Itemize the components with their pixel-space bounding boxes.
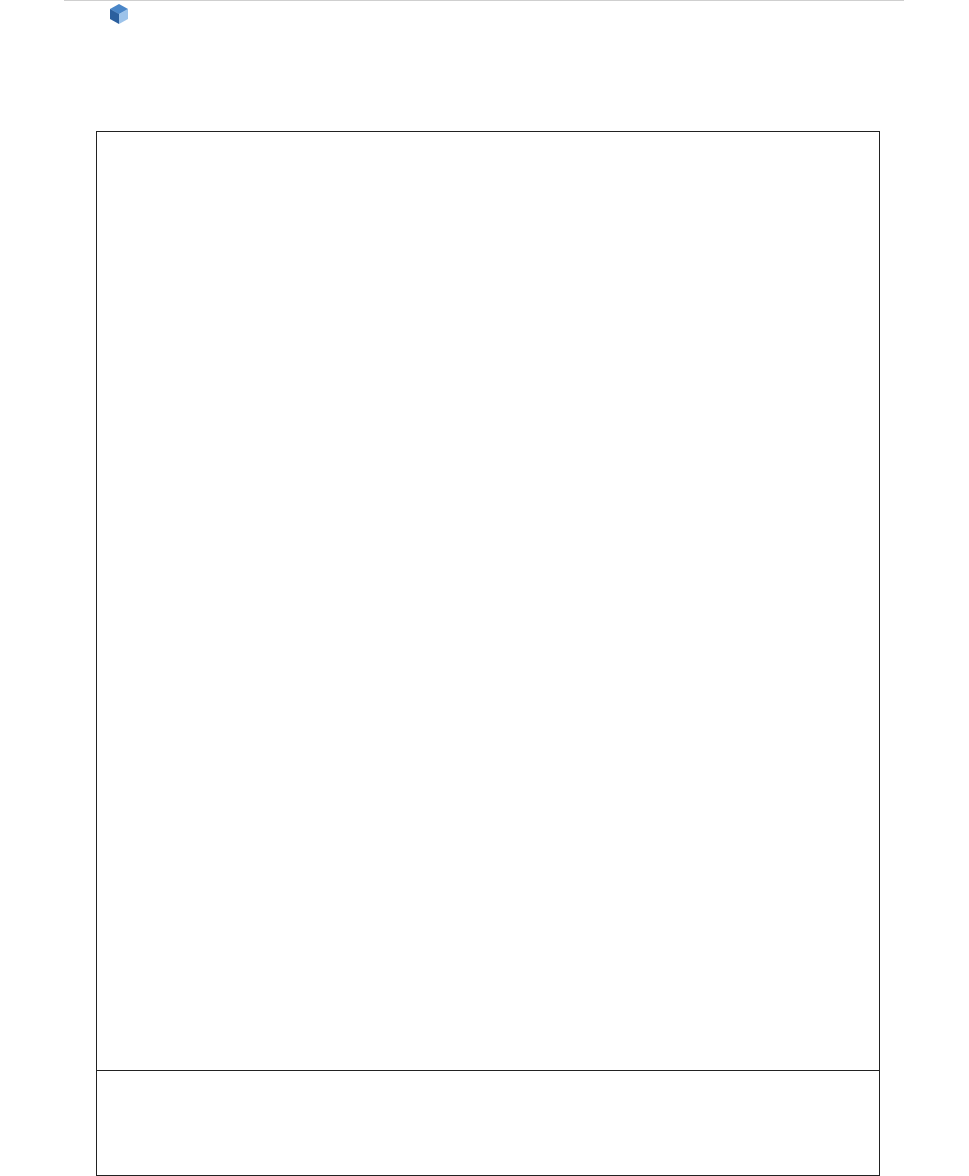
bullet-table-caption [134, 104, 156, 122]
notes-box [96, 1071, 880, 1176]
cube-icon [108, 3, 130, 25]
top-rule [64, 0, 904, 1]
score-tables-frame [96, 131, 880, 1071]
bullet-rule [134, 38, 156, 56]
section-title [108, 0, 140, 28]
